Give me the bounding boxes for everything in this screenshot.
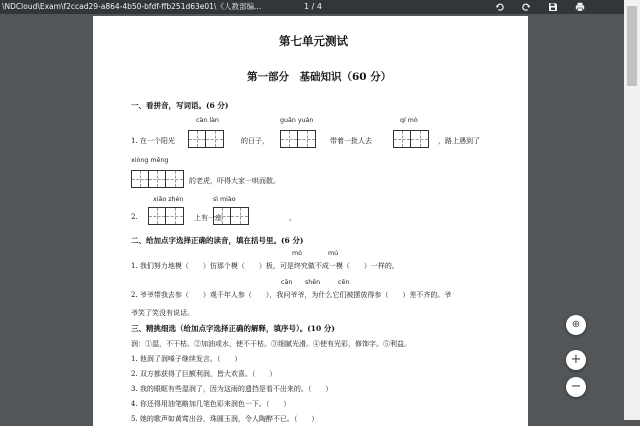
- page-indicator[interactable]: 1 / 4: [304, 2, 322, 11]
- list-item: 4. 你还得用油笔略加几笔色彩来润色一下。（ ）: [131, 400, 291, 408]
- writing-grid[interactable]: [280, 130, 316, 148]
- pdf-viewer: [0, 14, 624, 423]
- list-item: 2. 双方都获得了巨额利润，皆大欢喜。（ ）: [131, 370, 277, 378]
- question-text: ，路上遇到了: [438, 137, 480, 145]
- list-item: 5. 她的歌声如黄莺出谷，珠圆玉润，令人陶醉不已。（ ）: [131, 415, 319, 423]
- pinyin-label: cēn: [338, 279, 350, 286]
- save-icon[interactable]: [548, 2, 558, 12]
- zoom-in-button[interactable]: +: [566, 350, 586, 370]
- definitions-text: 润：①湿，不干枯。②加油或水，使不干枯。③细腻光滑。④使有光彩，修饰字。⑤利益。: [131, 340, 411, 348]
- pdf-toolbar: [0, 0, 624, 14]
- pinyin-label: xióng měng: [131, 157, 169, 164]
- writing-grid[interactable]: [188, 130, 224, 148]
- writing-grid[interactable]: [131, 170, 184, 188]
- question-text: 爷笑了笑没有说话。: [131, 309, 194, 317]
- pdf-page: [93, 16, 528, 426]
- writing-grid[interactable]: [148, 207, 184, 225]
- scrollbar-thumb[interactable]: [627, 6, 637, 86]
- print-icon[interactable]: [575, 2, 585, 12]
- list-item: 1. 他润了润嗓子继续发言。（ ）: [131, 355, 242, 363]
- question-text: 2. 爷爷带我去参（ ）观千年人参（ ），我问爷爷，为什么它们被摆放得参（ ）差不齐的。爷: [131, 291, 452, 299]
- question-text: 1. 我们努力地模（ ）仿那个模（ ）板，可是终究做不成一模（ ）一样的。: [131, 262, 399, 270]
- pinyin-label: sì miào: [213, 196, 236, 203]
- pinyin-label: mú: [328, 250, 339, 257]
- fit-to-page-button[interactable]: ⊕: [566, 315, 586, 335]
- section-3-heading: 三、精挑细选（给加点字选择正确的解释，填序号）。(10 分): [131, 324, 335, 333]
- part-heading: 第一部分 基础知识（60 分）: [247, 71, 392, 83]
- pinyin-label: xiǎo zhén: [153, 196, 184, 203]
- pinyin-label: càn làn: [196, 117, 219, 124]
- question-text: 。: [289, 214, 296, 222]
- section-1-heading: 一、看拼音，写词语。(6 分): [131, 101, 229, 110]
- pinyin-label: guān yuán: [280, 117, 314, 124]
- question-text: 带着一批人去: [330, 137, 372, 145]
- writing-grid[interactable]: [213, 207, 249, 225]
- zoom-out-button[interactable]: −: [566, 377, 586, 397]
- rotate-right-icon[interactable]: [521, 2, 531, 12]
- pinyin-label: mó: [292, 250, 302, 257]
- pinyin-label: cān: [281, 279, 293, 286]
- section-2-heading: 二、给加点字选择正确的读音，填在括号里。(6 分): [131, 236, 304, 245]
- rotate-left-icon[interactable]: [495, 2, 505, 12]
- list-item: 3. 我的眼眶有些湿润了，因为这雨的遗挡是看不出来的。（ ）: [131, 385, 333, 393]
- question-text: 1. 在一个阳光: [131, 137, 175, 145]
- writing-grid[interactable]: [393, 130, 429, 148]
- pinyin-label: shēn: [305, 279, 321, 286]
- question-text: 的老虎，吓得大家一哄而散。: [189, 177, 280, 185]
- question-text: 上有一座: [194, 214, 222, 222]
- pinyin-label: qí mò: [400, 117, 418, 124]
- vertical-scrollbar[interactable]: [624, 0, 640, 420]
- question-text: 2.: [131, 213, 138, 221]
- document-title: \NDCloud\Exam\f2ccad29-a864-4b50-bfdf-ffb251d63e01\《人教部编...: [2, 2, 262, 11]
- exam-title: 第七单元测试: [279, 34, 348, 48]
- question-text: 的日子，: [241, 137, 269, 145]
